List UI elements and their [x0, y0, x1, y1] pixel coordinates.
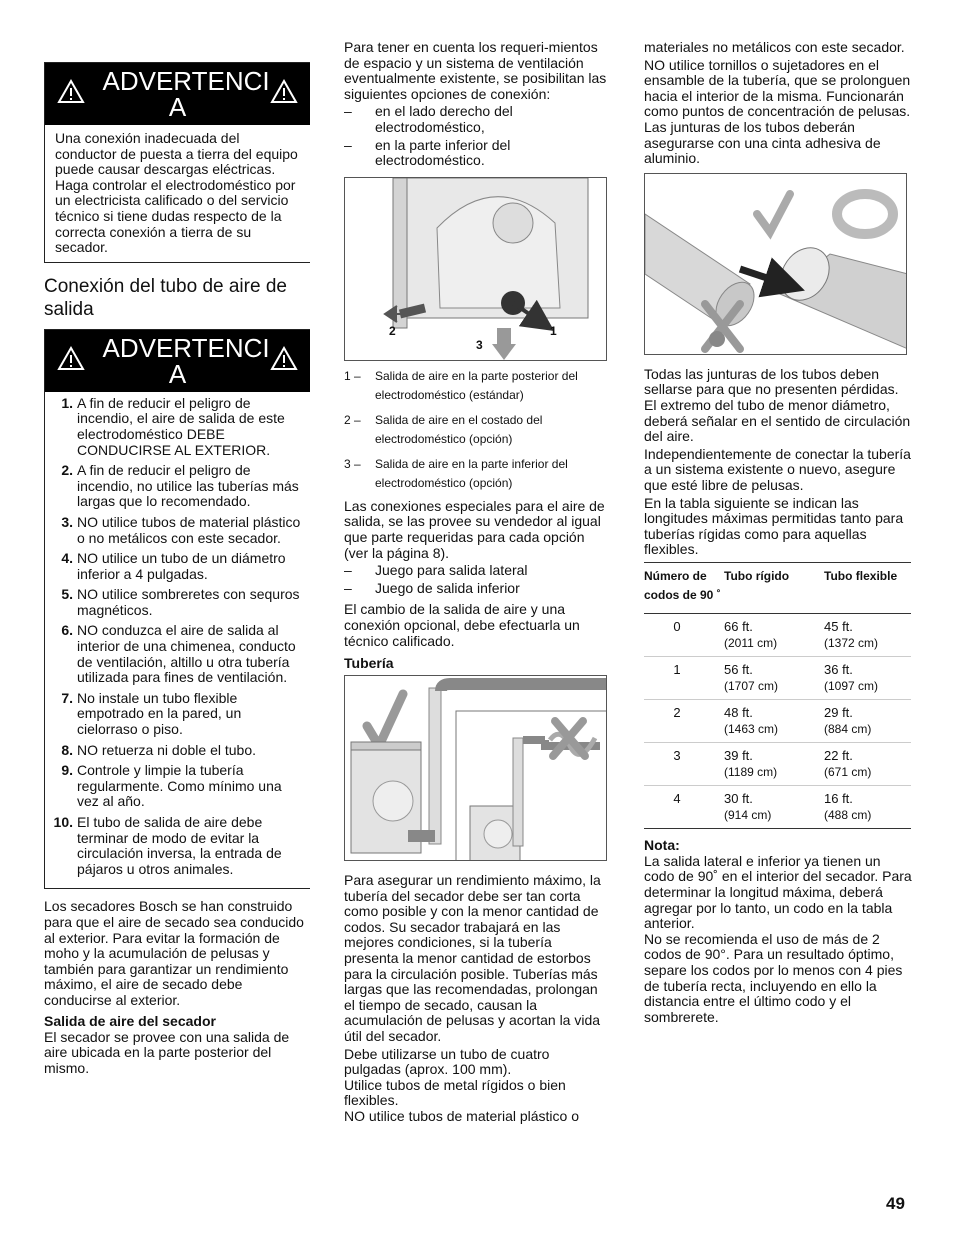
- figure-label: 2: [389, 323, 396, 338]
- independent-paragraph: Independientemente de conectar la tubería a un sistema existente o nuevo, asegure que esté libre de pelusas.: [644, 445, 911, 493]
- list-item: 9. Controle y limpie la tubería regularmente. Como mínimo una vez al año.: [61, 762, 282, 810]
- figure-caption: 1 – Salida de aire en la parte posterior del electrodoméstico (estándar): [344, 368, 578, 402]
- list-item: 8. NO retuerza ni doble el tubo.: [61, 741, 256, 758]
- figure-label: 1: [550, 323, 557, 338]
- pipe-joint-illustration: [645, 174, 907, 355]
- table-row: 1 56 ft. (1707 cm) 36 ft. (1097 cm): [644, 656, 911, 699]
- screws-paragraph: NO utilice tornillos o sujetadores en el ensamble de la tubería, que se prolonguen hacia el interior de la misma. Funcionarán como puntos de concentración de pelusas.: [644, 56, 911, 120]
- table-row: 3 39 ft. (1189 cm) 22 ft. (671 cm): [644, 742, 911, 785]
- performance-paragraph: Para asegurar un rendimiento máximo, la tubería del secador debe ser tan corta como posible y con la menor cantidad de codos. Su secador trabajará en las mejores condiciones, si la tubería presenta la menor cantidad de estorbos para la circulación posible. Tuberías más largas que las recomendadas, prolongan el tiempo de secado, causan la acumulación de pelusas y acortan la vida útil del secador.: [344, 872, 601, 1045]
- kit-item: – Juego de salida inferior: [344, 579, 520, 596]
- table-header-elbows: Número de codos de 90 ˚: [644, 562, 724, 613]
- list-item: 1. A fin de reducir el peligro de incendio, el aire de salida de este electrodoméstico DEBE CONDUCIRSE AL EXTERIOR.: [61, 394, 285, 458]
- dryer-back-illustration: [345, 178, 607, 361]
- tuberia-heading: Tubería: [344, 655, 394, 672]
- option-item: – en la parte inferior del electrodoméstico.: [344, 136, 511, 169]
- column-middle: [344, 40, 609, 1125]
- list-item: 4. NO utilice un tubo de un diámetro inferior a 4 pulgadas.: [61, 550, 286, 582]
- figure-caption: 3 – Salida de aire en la parte inferior del electrodoméstico (opción): [344, 456, 568, 490]
- special-connections-paragraph: Las conexiones especiales para el aire de salida, se las provee su vendedor al igual que parte requeridas para cada opción (ver la página 8).: [344, 497, 605, 561]
- warning-list: [45, 392, 310, 889]
- table-row: 4 30 ft. (914 cm) 16 ft. (488 cm): [673, 790, 872, 822]
- warning-header: [45, 330, 310, 392]
- list-item: 2. A fin de reducir el peligro de incendio, no utilice las tuberías más largas que lo recomendado.: [61, 462, 299, 510]
- section-title: Conexión del tubo de aire de salida: [44, 275, 287, 320]
- list-item: 3. NO utilice tubos de material plástico o no metálicos con este secador.: [61, 513, 301, 546]
- note-paragraph: No se recomienda el uso de más de 2 codos de 90°. Para un resultado óptimo, separe los codos por lo menos con 4 pies de tubería recta, incluyendo en ello la distancia entre el último codo y el sombrerete.: [644, 930, 903, 1025]
- figure-caption: 2 – Salida de aire en el costado del electrodoméstico (opción): [344, 412, 543, 446]
- column-left: [44, 40, 310, 1076]
- warning-text: Una conexión inadecuada del conductor de puesta a tierra del equipo puede causar descargas eléctricas. Haga controlar el electrodoméstico por un electricista calificado o del servicio técnico si tiene dudas respecto de la correcta conexión a tierra de su secador.: [55, 130, 298, 256]
- warning-triangle-icon: [270, 346, 298, 371]
- metal-paragraph: Utilice tubos de metal rígidos o bien flexibles.: [344, 1076, 566, 1109]
- intro-paragraph: Los secadores Bosch se han construido para que el aire de secado sea conducido al exterior. Para evitar la formación de moho y la acumulación de pelusas y también para garantizar un rendimiento máximo, el aire de secado debe conducirse al exterior.: [44, 898, 304, 1008]
- change-paragraph: El cambio de la salida de aire y una conexión opcional, debe efectuarla un técnico calificado.: [344, 601, 580, 649]
- warning-header: [45, 63, 310, 125]
- option-item: – en el lado derecho del electrodoméstico,: [344, 103, 513, 135]
- kit-item: – Juego para salida lateral: [344, 562, 528, 579]
- column-right: [644, 40, 912, 1025]
- warning-triangle-icon: [270, 79, 298, 104]
- table-row: 2 48 ft. (1463 cm) 29 ft. (884 cm): [644, 699, 911, 742]
- options-intro: Para tener en cuenta los requeri-mientos de espacio y un sistema de ventilación eventualmente existente, se posibilitan las siguientes opciones de conexión:: [344, 39, 607, 102]
- ducting-figure: [344, 675, 607, 861]
- table-intro-paragraph: En la tabla siguiente se indican las longitudes máximas permitidas tanto para tuberías rígidas como para aquellas flexibles.: [644, 494, 904, 558]
- list-item: 10. El tubo de salida de aire debe terminar de modo de evitar la circulación inversa, la entrada de pájaros u otros animales.: [53, 814, 282, 877]
- tape-paragraph: Las junturas de los tubos deberán asegurarse con una cinta adhesiva de aluminio.: [644, 118, 881, 167]
- warning-triangle-icon: [57, 79, 85, 104]
- outlet-heading: Salida de aire del secador: [44, 1012, 216, 1029]
- page-number: 49: [886, 1194, 905, 1213]
- no-plastic-paragraph: NO utilice tubos de material plástico o: [344, 1108, 579, 1124]
- note-heading: Nota:: [644, 836, 680, 853]
- table-header-rigid: Tubo rígido: [724, 562, 824, 613]
- list-item: 7. No instale un tubo flexible empotrado en la pared, un cielorraso o piso.: [61, 689, 242, 738]
- warning-title: ADVERTENCI A: [102, 332, 270, 389]
- max-length-table: [644, 562, 911, 829]
- list-item: 5. NO utilice sombreretes con sequros magnéticos.: [61, 586, 300, 618]
- outlet-paragraph: El secador se provee con una salida de aire ubicada en la parte posterior del mismo.: [44, 1028, 290, 1076]
- table-header-flex: Tubo flexible: [824, 562, 911, 613]
- continued-paragraph: materiales no metálicos con este secador.: [644, 39, 905, 55]
- pipe-joint-figure: [644, 173, 907, 355]
- seal-paragraph: Todas las junturas de los tubos deben sellarse para que no presenten pérdidas. El extremo del tubo de menor diámetro, deberá señalar en el sentido de circulación del aire.: [644, 365, 911, 445]
- figure-label: 3: [476, 337, 483, 352]
- table-row: 0 66 ft. (2011 cm) 45 ft. (1372 cm): [644, 613, 911, 656]
- warning-box-grounding: [44, 62, 310, 263]
- warning-triangle-icon: [57, 346, 85, 371]
- ducting-illustration: [345, 676, 607, 861]
- list-item: 6. NO conduzca el aire de salida al interior de una chimenea, conducto de ventilación, altillo u otra tubería utilizada para fines de ventilación.: [61, 622, 296, 686]
- note-paragraph: La salida lateral e inferior ya tienen un codo de 90˚ en el interior del secador. Para determinar la longitud máxima, deberá agregar por lo tanto, un codo en la tabla anterior.: [644, 852, 912, 932]
- warning-title: ADVERTENCI A: [102, 66, 270, 122]
- dryer-outlet-figure: [344, 177, 607, 361]
- tube-size-paragraph: Debe utilizarse un tubo de cuatro pulgadas (aprox. 100 mm).: [344, 1045, 550, 1078]
- warning-box-exhaust: [44, 329, 310, 890]
